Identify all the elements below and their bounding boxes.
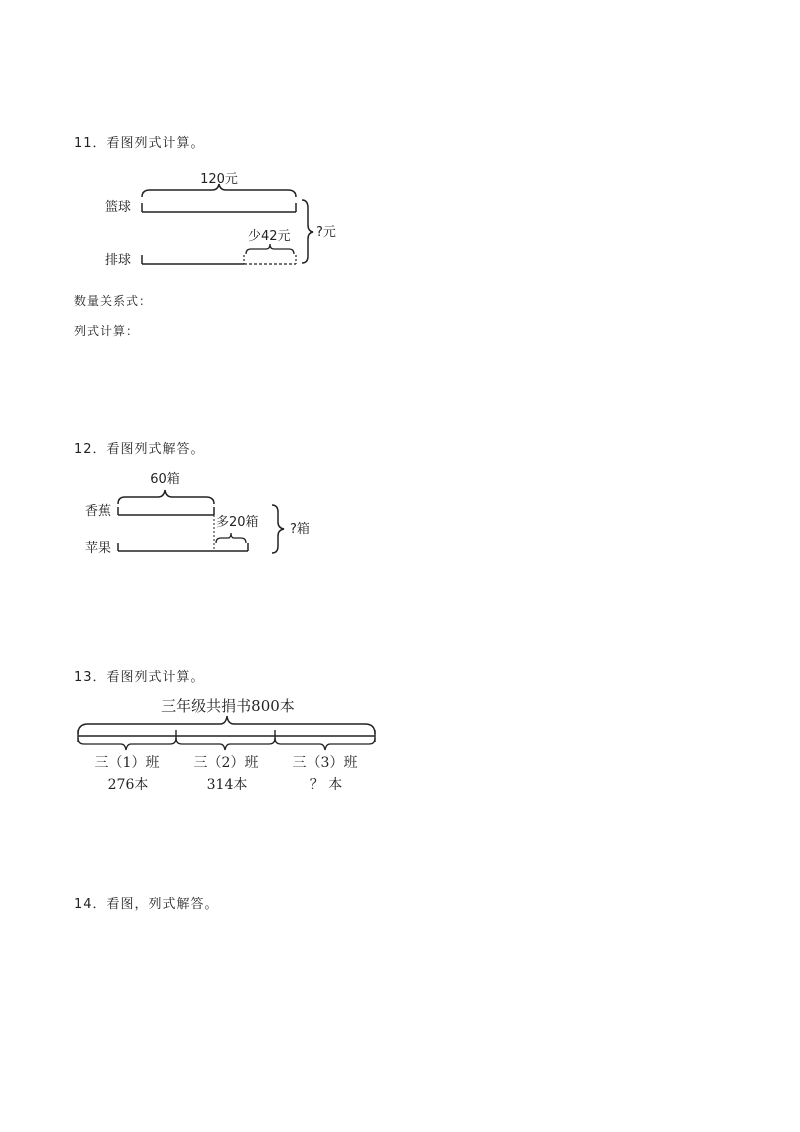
q13-seg1-amount: 276本 <box>107 777 149 793</box>
q11-row1-label: 篮球 <box>105 200 132 215</box>
q12-title: 12．看图列式解答。 <box>74 442 205 457</box>
q11-title: 11．看图列式计算。 <box>74 136 205 151</box>
q13-top-label: 三年级共捐书800本 <box>161 697 295 715</box>
q11-calc-line: 列式计算： <box>74 324 140 338</box>
q11-row2-label: 排球 <box>105 253 132 268</box>
q11-relation-line: 数量关系式： <box>74 294 153 308</box>
q13-seg3-class: 三（3）班 <box>292 755 358 771</box>
q13-brace-2 <box>176 738 275 750</box>
q11-total-label: ?元 <box>316 225 336 240</box>
q13-seg3-amount: ？ 本 <box>309 777 343 793</box>
q14-title: 14．看图，列式解答。 <box>74 897 219 912</box>
q12-total-label: ?箱 <box>290 522 310 537</box>
q12-diff-label: 多20箱 <box>216 515 259 530</box>
q13-brace-1 <box>78 738 176 750</box>
q13-seg2-class: 三（2）班 <box>193 755 259 771</box>
q12-top-label: 60箱 <box>150 472 180 487</box>
q11-diff-label: 少42元 <box>248 229 291 244</box>
q11-top-label: 120元 <box>200 172 238 187</box>
q12-row2-label: 苹果 <box>85 541 112 556</box>
q13-top-brace <box>78 716 375 734</box>
q13-title: 13．看图列式计算。 <box>74 670 205 685</box>
q13-brace-3 <box>275 738 375 750</box>
q12-row1-label: 香蕉 <box>85 504 112 519</box>
q13-seg1-class: 三（1）班 <box>94 755 160 771</box>
q13-seg2-amount: 314本 <box>206 777 248 793</box>
